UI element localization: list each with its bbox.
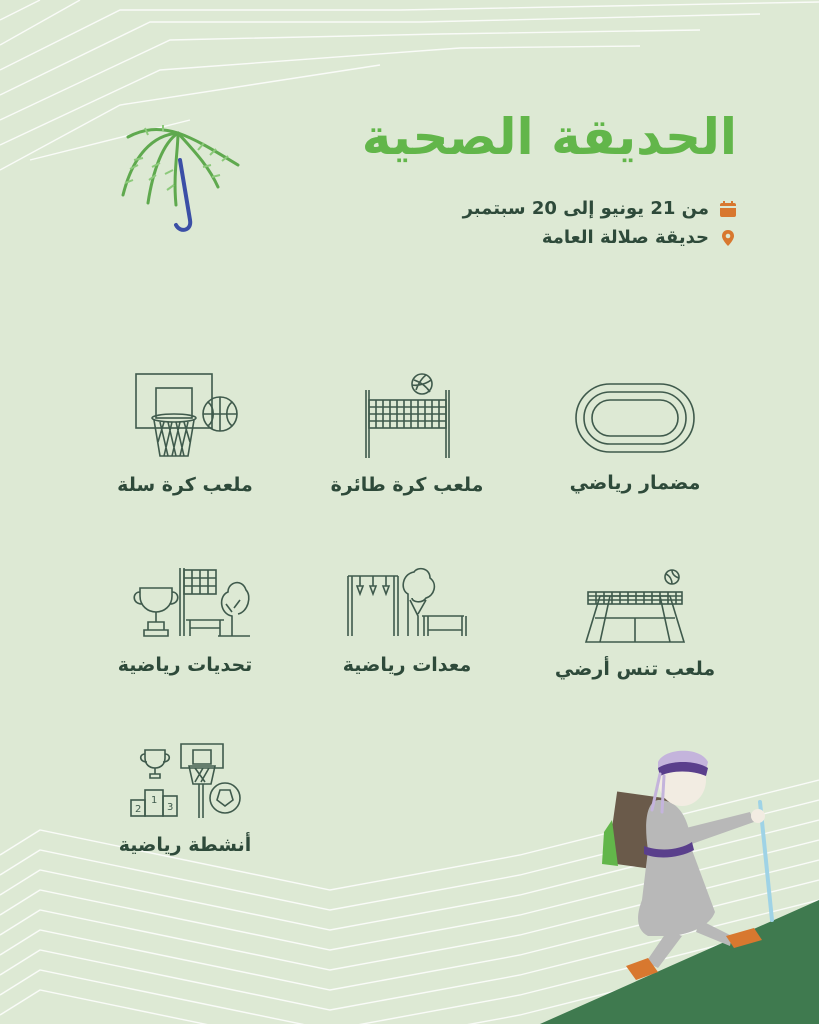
event-location: حديقة صلالة العامة <box>541 227 709 248</box>
facility-label: تحديات رياضية <box>117 654 253 676</box>
facility-label: ملعب كرة طائرة <box>330 474 484 496</box>
facility-label: ملعب كرة سلة <box>117 474 253 496</box>
event-date: من 21 يونيو إلى 20 سبتمبر <box>462 198 709 219</box>
podium-number-1: 1 <box>151 795 158 806</box>
facility-label: أنشطة رياضية <box>118 834 252 856</box>
facility-label: ملعب تنس أرضي <box>554 658 716 680</box>
facility-label: مضمار رياضي <box>569 472 701 494</box>
facility-label: معدات رياضية <box>342 654 472 676</box>
podium-number-2: 2 <box>135 804 142 815</box>
event-title: الحديقة الصحية <box>361 108 737 166</box>
hiker-illustration <box>540 740 780 1000</box>
podium-number-3: 3 <box>167 802 174 813</box>
